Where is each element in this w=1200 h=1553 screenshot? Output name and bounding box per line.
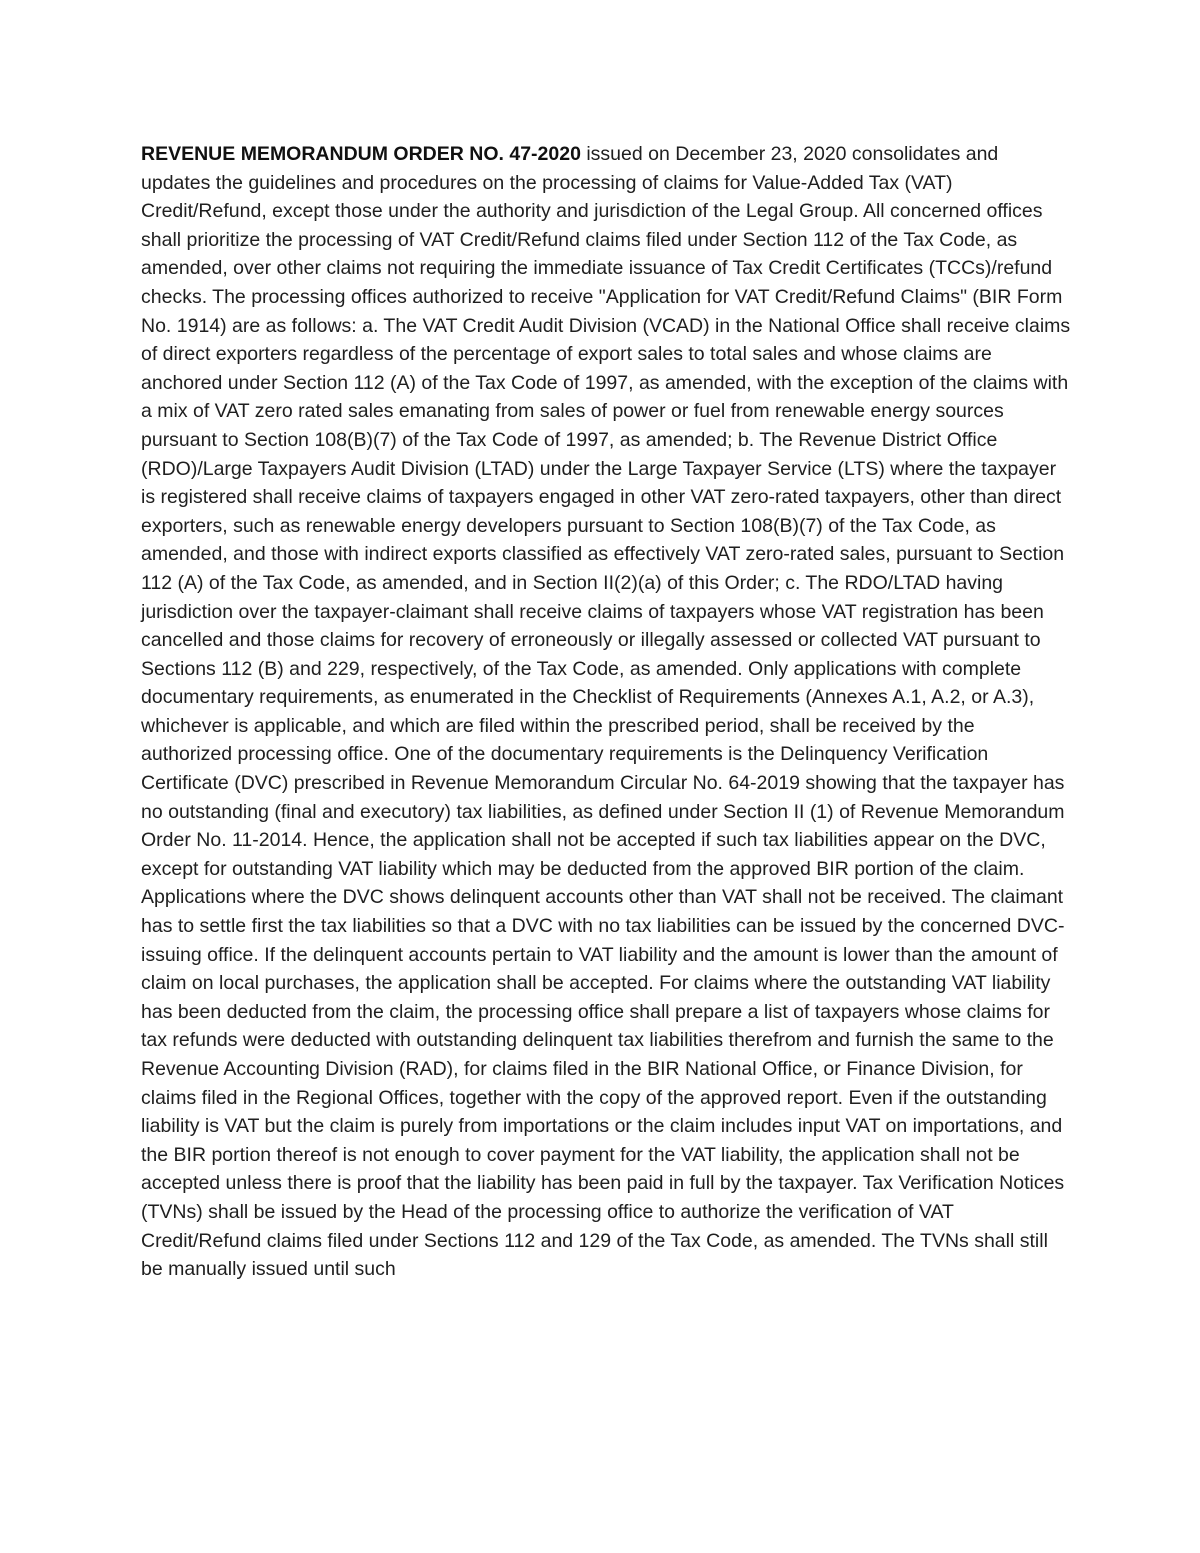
document-body-text: issued on December 23, 2020 consolidates and updates the guidelines and procedures on the processing of claims for Value-Added Tax (VAT) Credit/Refund, except those under the authority and jurisdiction of the Legal Group. All concerned offices shall prioritize the processing of VAT Credit/Refund claims filed under Section 112 of the Tax Code, as amended, over other claims not requiring the immediate issuance of Tax Credit Certificates (TCCs)/refund checks. The processing offices authorized to receive "Application for VAT Credit/Refund Claims" (BIR Form No. 1914) are as follows: a. The VAT Credit Audit Division (VCAD) in the National Office shall receive claims of direct exporters regardless of the percentage of export sales to total sales and whose claims are anchored under Section 112 (A) of the Tax Code of 1997, as amended, with the exception of the claims with a mix of VAT zero rated sales emanating from sales of power or fuel from renewable energy sources pursuant to Section 108(B)(7) of the Tax Code of 1997, as amended; b. The Revenue District Office (RDO)/Large Taxpayers Audit Division (LTAD) under the Large Taxpayer Service (LTS) where the taxpayer is registered shall receive claims of taxpayers engaged in other VAT zero-rated taxpayers, other than direct exporters, such as renewable energy developers pursuant to Section 108(B)(7) of the Tax Code, as amended, and those with indirect exports classified as effectively VAT zero-rated sales, pursuant to Section 112 (A) of the Tax Code, as amended, and in Section II(2)(a) of this Order; c. The RDO/LTAD having jurisdiction over the taxpayer-claimant shall receive claims of taxpayers whose VAT registration has been cancelled and those claims for recovery of erroneously or illegally assessed or collected VAT pursuant to Sections 112 (B) and 229, respectively, of the Tax Code, as amended. Only applications with complete documentary requirements, as enumerated in the Checklist of Requirements (Annexes A.1, A.2, or A.3), whichever is applicable, and which are filed within the prescribed period, shall be received by the authorized processing office. One of the documentary requirements is the Delinquency Verification Certificate (DVC) prescribed in Revenue Memorandum Circular No. 64-2019 showing that the taxpayer has no outstanding (final and executory) tax liabilities, as defined under Section II (1) of Revenue Memorandum Order No. 11-2014. Hence, the application shall not be accepted if such tax liabilities appear on the DVC, except for outstanding VAT liability which may be deducted from the approved BIR portion of the claim. Applications where the DVC shows delinquent accounts other than VAT shall not be received. The claimant has to settle first the tax liabilities so that a DVC with no tax liabilities can be issued by the concerned DVC-issuing office. If the delinquent accounts pertain to VAT liability and the amount is lower than the amount of claim on local purchases, the application shall be accepted. For claims where the outstanding VAT liability has been deducted from the claim, the processing office shall prepare a list of taxpayers whose claims for tax refunds were deducted with outstanding delinquent tax liabilities therefrom and furnish the same to the Revenue Accounting Division (RAD), for claims filed in the BIR National Office, or Finance Division, for claims filed in the Regional Offices, together with the copy of the approved report. Even if the outstanding liability is VAT but the claim is purely from importations or the claim includes input VAT on importations, and the BIR portion thereof is not enough to cover payment for the VAT liability, the application shall not be accepted unless there is proof that the liability has been paid in full by the taxpayer. Tax Verification Notices (TVNs) shall be issued by the Head of the processing office to authorize the verification of VAT Credit/Refund claims filed under Sections 112 and 129 of the Tax Code, as amended. The TVNs shall still be manually issued until such <box>141 143 1071 1281</box>
document-paragraph <box>141 140 1071 1284</box>
document-text-block <box>141 140 1071 1284</box>
document-heading: REVENUE MEMORANDUM ORDER NO. 47-2020 <box>141 143 581 165</box>
